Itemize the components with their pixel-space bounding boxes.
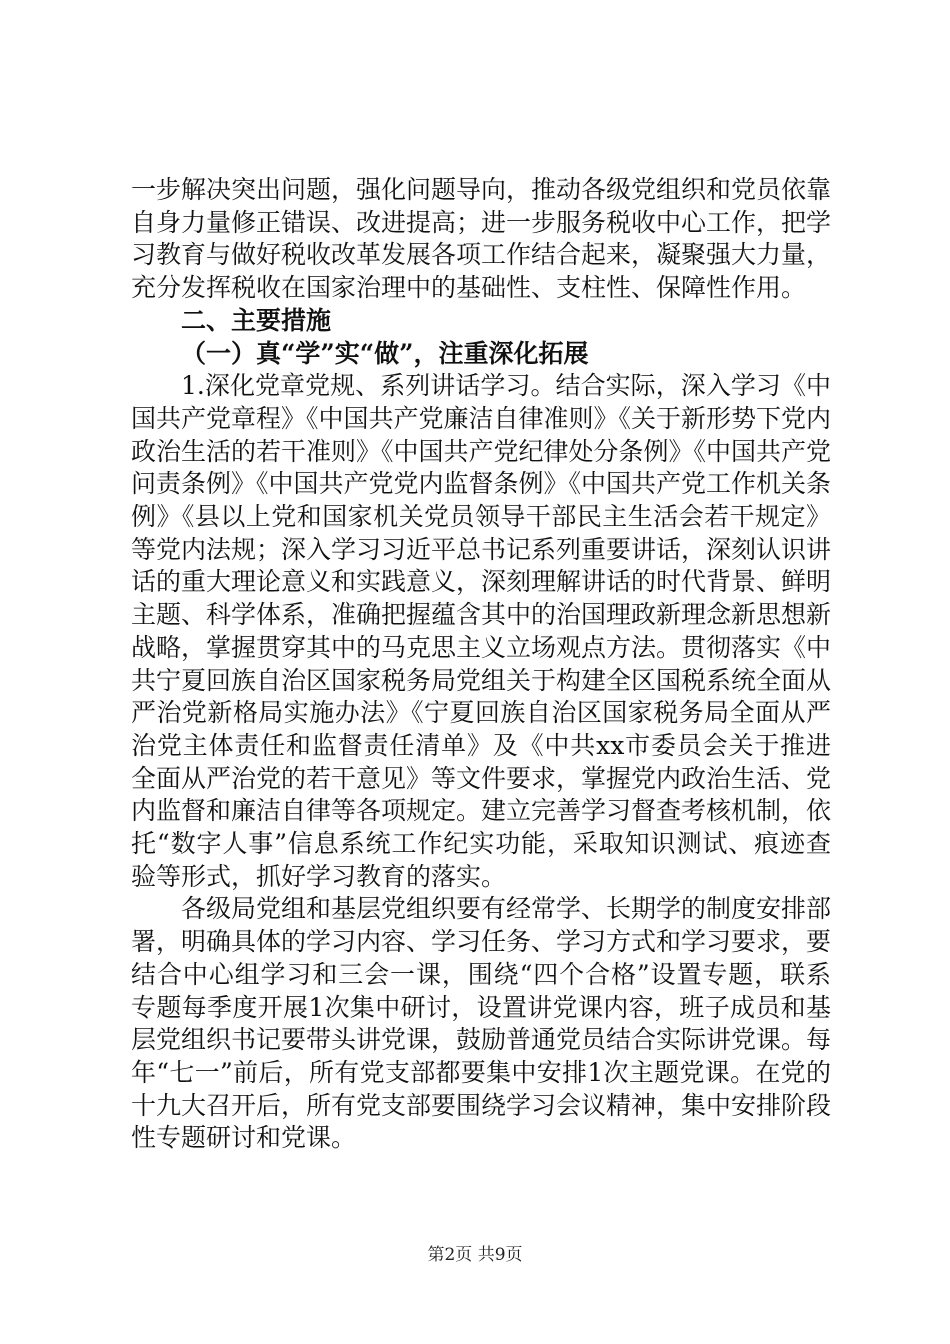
paragraph-study-arrangement: 各级局党组和基层党组织要有经常学、长期学的制度安排部署，明确具体的学习内容、学习任务、学习方式和学习要求，要结合中心组学习和三会一课，围绕“四个合格”设置专题，联系专题每季度开展1次集中研讨，设置讲党课内容，班子成员和基层党组织书记要带头讲党课，鼓励普通党员结合实际讲党课。每年“七一”前后，所有党支部都要集中安排1次主题党课。在党的十九大召开后，所有党支部要围绕学习会议精神，集中安排阶段性专题研讨和党课。 <box>131 894 832 1153</box>
page-number-footer: 第2页 共9页 <box>427 1245 523 1265</box>
section-heading-main-measures: 二、主要措施 <box>181 305 332 335</box>
subsection-heading: （一）真“学”实“做”，注重深化拓展 <box>181 338 589 368</box>
document-body <box>131 174 831 1155</box>
paragraph-continuation: 一步解决突出问题，强化问题导向，推动各级党组织和党员依靠自身力量修正错误、改进提高；进一步服务税收中心工作，把学习教育与做好税收改革发展各项工作结合起来，凝聚强大力量，充分发挥税收在国家治理中的基础性、支柱性、保障性作用。 <box>131 175 832 303</box>
paragraph-study-regulations: 1.深化党章党规、系列讲话学习。结合实际，深入学习《中国共产党章程》《中国共产党廉洁自律准则》《关于新形势下党内政治生活的若干准则》《中国共产党纪律处分条例》《中国共产党问责条例》《中国共产党党内监督条例》《中国共产党工作机关条例》《县以上党和国家机关党员领导干部民主生活会若干规定》等党内法规；深入学习习近平总书记系列重要讲话，深刻认识讲话的重大理论意义和实践意义，深刻理解讲话的时代背景、鲜明主题、科学体系，准确把握蕴含其中的治国理政新理念新思想新战略，掌握贯穿其中的马克思主义立场观点方法。贯彻落实《中共宁夏回族自治区国家税务局党组关于构建全区国税系统全面从严治党新格局实施办法》《宁夏回族自治区国家税务局全面从严治党主体责任和监督责任清单》及《中共xx市委员会关于推进全面从严治党的若干意见》等文件要求，掌握党内政治生活、党内监督和廉洁自律等各项规定。建立完善学习督查考核机制，依托“数字人事”信息系统工作纪实功能，采取知识测试、痕迹查验等形式，抓好学习教育的落实。 <box>131 371 832 891</box>
